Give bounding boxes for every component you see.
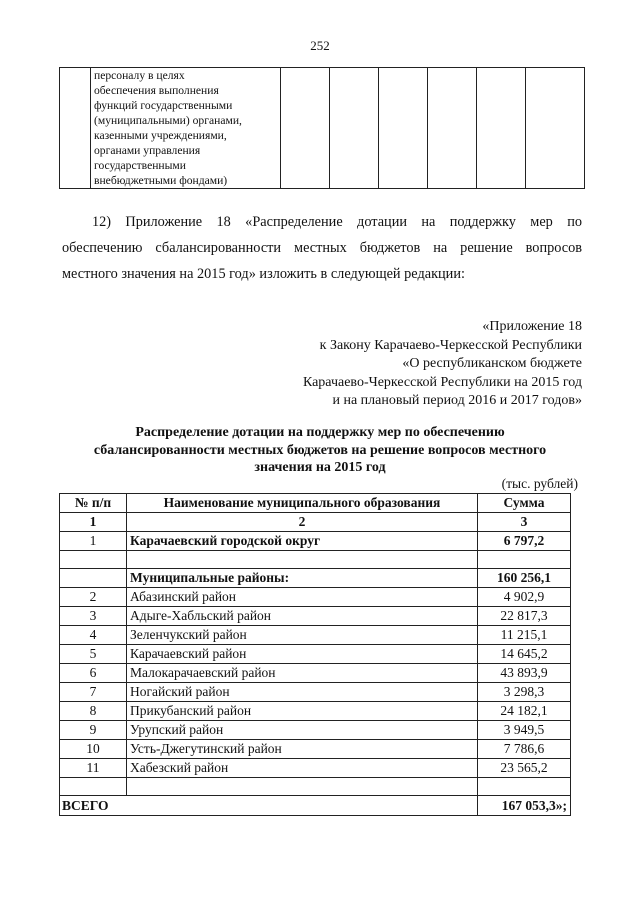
table-row xyxy=(60,588,571,607)
fragment-cell-empty xyxy=(379,68,428,189)
row-num: 11 xyxy=(60,759,127,778)
title-line: Распределение дотации на поддержку мер по обеспечению xyxy=(135,425,505,440)
row-name: Абазинский район xyxy=(127,588,478,607)
fragment-cell-empty xyxy=(477,68,526,189)
row-sum: 14 645,2 xyxy=(478,645,571,664)
empty-cell xyxy=(60,551,127,569)
header-num: № п/п xyxy=(60,494,127,513)
header-row xyxy=(60,494,571,513)
empty-cell xyxy=(60,778,127,796)
table-row xyxy=(60,740,571,759)
table-row xyxy=(60,759,571,778)
appendix-line: к Закону Карачаево-Черкесской Республики xyxy=(319,337,582,353)
paragraph-line: обеспечению сбалансированности местных бюджетов на решение вопросов xyxy=(62,240,582,256)
fragment-table xyxy=(59,67,585,189)
row-num: 5 xyxy=(60,645,127,664)
header-name: Наименование муниципального образования xyxy=(127,494,478,513)
row-name: Ногайский район xyxy=(127,683,478,702)
index-cell: 3 xyxy=(478,513,571,532)
fragment-line: государственными xyxy=(94,159,186,172)
empty-row xyxy=(60,551,571,569)
row-num: 9 xyxy=(60,721,127,740)
row-name: Усть-Джегутинский район xyxy=(127,740,478,759)
empty-cell xyxy=(478,778,571,796)
fragment-cell-empty xyxy=(60,68,91,189)
page-number: 252 xyxy=(310,38,330,53)
empty-row xyxy=(60,778,571,796)
empty-cell xyxy=(127,551,478,569)
table-row xyxy=(60,683,571,702)
fragment-line: казенными учреждениями, xyxy=(94,129,227,142)
paragraph-line: местного значения на 2015 год» изложить в следующей редакции: xyxy=(62,266,465,282)
fragment-cell-empty xyxy=(428,68,477,189)
row-sum: 24 182,1 xyxy=(478,702,571,721)
row-sum: 23 565,2 xyxy=(478,759,571,778)
index-row xyxy=(60,513,571,532)
row-name: Малокарачаевский район xyxy=(127,664,478,683)
table-row xyxy=(60,626,571,645)
row-name: Урупский район xyxy=(127,721,478,740)
appendix-line: «О республиканском бюджете xyxy=(402,356,582,371)
row-name: Карачаевский городской округ xyxy=(127,532,478,551)
empty-cell xyxy=(127,778,478,796)
fragment-cell-empty xyxy=(330,68,379,189)
row-name: Прикубанский район xyxy=(127,702,478,721)
fragment-line: внебюджетными фондами) xyxy=(94,174,228,187)
row-num: 10 xyxy=(60,740,127,759)
row-sum: 3 949,5 xyxy=(478,721,571,740)
paragraph-line: 12) Приложение 18 «Распределение дотации на поддержку мер по xyxy=(92,214,582,230)
total-sum: 167 053,3»; xyxy=(478,796,571,816)
row-num: 7 xyxy=(60,683,127,702)
title-line: сбалансированности местных бюджетов на решение вопросов местного xyxy=(93,442,547,458)
row-sum: 3 298,3 xyxy=(478,683,571,702)
districts-header-row xyxy=(60,569,571,588)
districts-header-sum: 160 256,1 xyxy=(478,569,571,588)
fragment-line: (муниципальными) органами, xyxy=(94,114,242,127)
fragment-row xyxy=(60,68,585,189)
row-name: Зеленчукский район xyxy=(127,626,478,645)
fragment-cell-empty xyxy=(526,68,585,189)
row-name: Карачаевский район xyxy=(127,645,478,664)
table-title xyxy=(0,424,640,477)
row-sum: 6 797,2 xyxy=(478,532,571,551)
amendment-paragraph xyxy=(62,209,582,287)
districts-header-name: Муниципальные районы: xyxy=(127,569,478,588)
table-row xyxy=(60,702,571,721)
fragment-cell-empty xyxy=(281,68,330,189)
index-cell: 2 xyxy=(127,513,478,532)
row-num: 8 xyxy=(60,702,127,721)
empty-cell xyxy=(478,551,571,569)
row-num: 1 xyxy=(60,532,127,551)
total-label: ВСЕГО xyxy=(60,796,478,816)
table-row xyxy=(60,645,571,664)
fragment-line: обеспечения выполнения xyxy=(94,84,219,97)
row-num: 3 xyxy=(60,607,127,626)
title-line: значения на 2015 год xyxy=(254,460,386,475)
row-sum: 43 893,9 xyxy=(478,664,571,683)
table-row xyxy=(60,664,571,683)
distribution-table xyxy=(59,493,571,816)
appendix-line: «Приложение 18 xyxy=(482,319,582,334)
appendix-line: Карачаево-Черкесской Республики на 2015 год xyxy=(302,374,582,390)
total-row xyxy=(60,796,571,816)
row-num: 4 xyxy=(60,626,127,645)
row-sum: 11 215,1 xyxy=(478,626,571,645)
header-sum: Сумма xyxy=(478,494,571,513)
table-row xyxy=(60,607,571,626)
row-num: 2 xyxy=(60,588,127,607)
row-sum: 4 902,9 xyxy=(478,588,571,607)
appendix-header xyxy=(303,318,582,411)
row-sum: 7 786,6 xyxy=(478,740,571,759)
row-sum: 22 817,3 xyxy=(478,607,571,626)
row-num: 6 xyxy=(60,664,127,683)
row-name: Хабезский район xyxy=(127,759,478,778)
fragment-line: персоналу в целях xyxy=(94,69,185,82)
empty-cell xyxy=(60,569,127,588)
table-row xyxy=(60,532,571,551)
units-label: (тыс. рублей) xyxy=(501,476,578,491)
table-row xyxy=(60,721,571,740)
row-name: Адыге-Хабльский район xyxy=(127,607,478,626)
appendix-line: и на плановый период 2016 и 2017 годов» xyxy=(332,393,582,408)
fragment-line: органами управления xyxy=(94,144,201,157)
fragment-text-cell xyxy=(91,68,281,189)
index-cell: 1 xyxy=(60,513,127,532)
fragment-line: функций государственными xyxy=(94,99,233,112)
